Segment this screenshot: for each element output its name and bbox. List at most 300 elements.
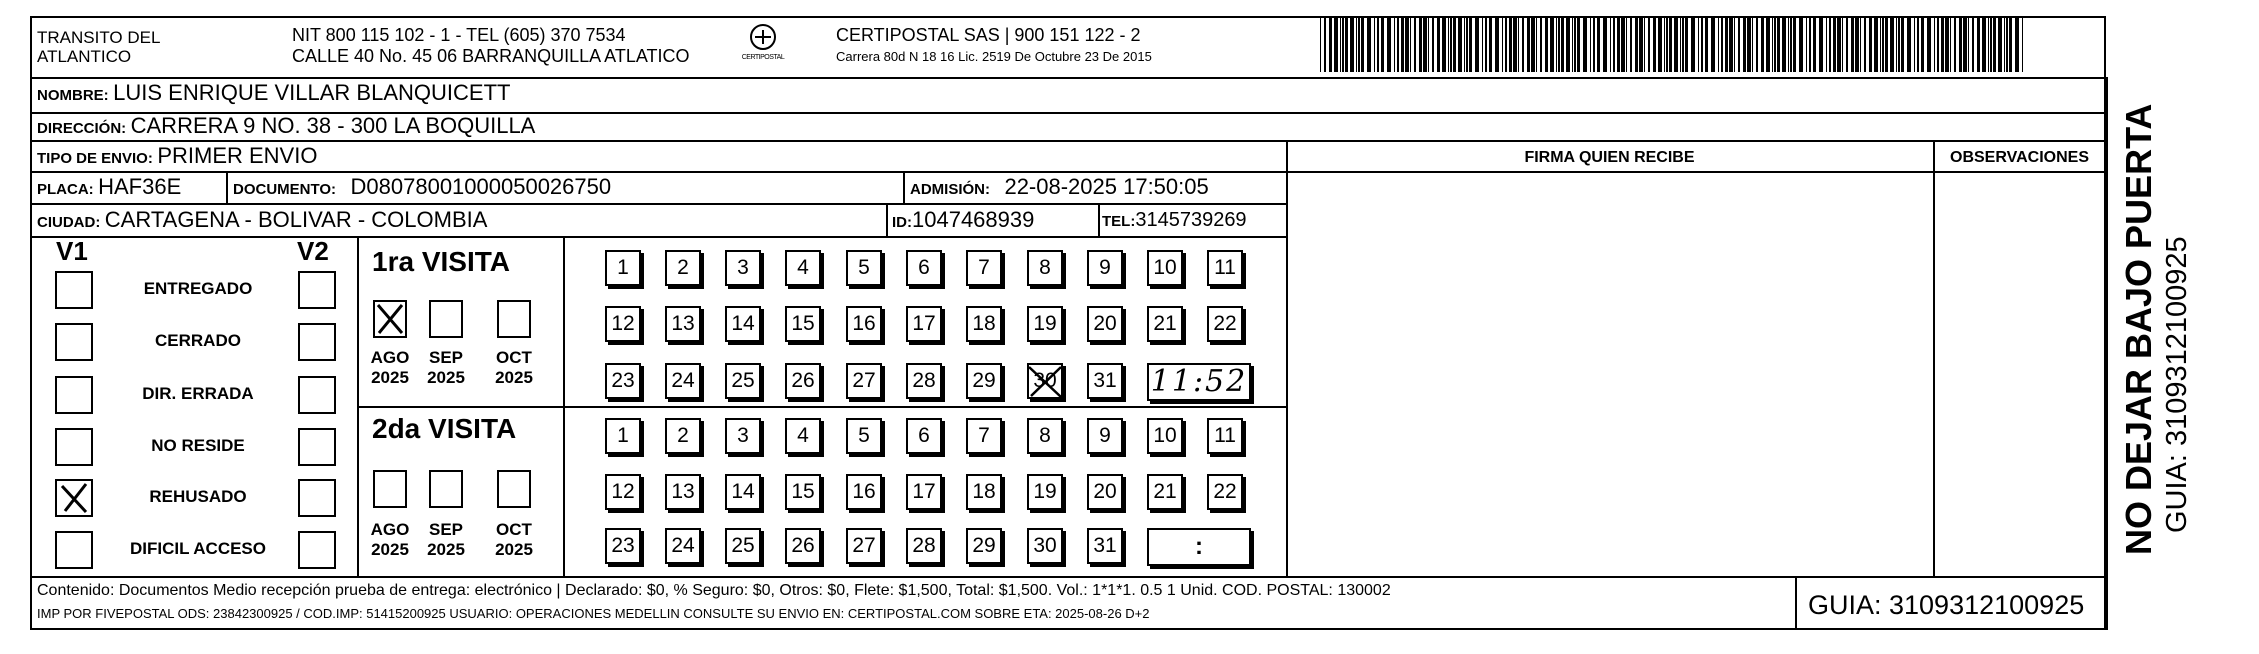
- barcode-bar: [1358, 16, 1360, 72]
- barcode-bar: [1630, 16, 1632, 72]
- barcode-bar: [1617, 16, 1620, 72]
- barcode-bar: [1729, 16, 1733, 72]
- barcode-bar: [1937, 16, 1939, 72]
- month-name: OCT: [496, 348, 532, 367]
- second-visit-day-box[interactable]: 11: [1207, 418, 1243, 454]
- tipo-envio-value: PRIMER ENVIO: [157, 143, 318, 168]
- barcode-bar: [1945, 16, 1949, 72]
- barcode-bar: [1691, 16, 1695, 72]
- first-visit-day-box[interactable]: 14: [725, 306, 761, 342]
- first-visit-day-box[interactable]: 5: [846, 250, 882, 286]
- barcode-bar: [1442, 16, 1446, 72]
- second-visit-day-box[interactable]: 7: [966, 418, 1002, 454]
- status-v2-checkbox[interactable]: [298, 323, 336, 361]
- first-visit-day-box[interactable]: 2: [665, 250, 701, 286]
- second-visit-day-box[interactable]: 29: [966, 528, 1002, 564]
- month-name: AGO: [370, 520, 410, 539]
- status-label: DIR. ERRADA: [142, 384, 254, 403]
- direccion-value: CARRERA 9 NO. 38 - 300 LA BOQUILLA: [130, 113, 536, 138]
- first-visit-month-label: [486, 348, 542, 388]
- barcode-bar: [1874, 16, 1878, 72]
- barcode-bar: [1437, 16, 1440, 72]
- month-year: 2025: [495, 540, 533, 559]
- barcode-bar: [1934, 16, 1935, 72]
- barcode-bar: [1648, 16, 1650, 72]
- first-visit-day-box[interactable]: 28: [906, 363, 942, 399]
- second-visit-day-box[interactable]: 3: [725, 418, 761, 454]
- tel-label: TEL:: [1102, 213, 1136, 230]
- first-visit-day-box[interactable]: 12: [605, 306, 641, 342]
- barcode-bar: [1782, 16, 1786, 72]
- barcode-bar: [1860, 16, 1861, 72]
- second-visit-day-box[interactable]: 16: [846, 474, 882, 510]
- first-visit-day-box[interactable]: 21: [1147, 306, 1183, 342]
- first-visit-time: 11:52: [1150, 364, 1248, 399]
- barcode-bar: [1869, 16, 1872, 72]
- first-visit-day-box[interactable]: 25: [725, 363, 761, 399]
- first-visit-day-box[interactable]: 1: [605, 250, 641, 286]
- status-v1-checkbox[interactable]: [55, 271, 93, 309]
- first-visit-day-box[interactable]: 3: [725, 250, 761, 286]
- barcode-bar: [1959, 16, 1962, 72]
- barcode-bar: [1603, 16, 1607, 72]
- barcode-bar: [1432, 16, 1434, 72]
- month-year: 2025: [371, 368, 409, 387]
- barcode-bar: [1761, 16, 1764, 72]
- id-field: [892, 207, 1034, 233]
- firma-area[interactable]: [1290, 174, 1930, 574]
- second-visit-day-box[interactable]: 4: [785, 418, 821, 454]
- second-visit-day-box[interactable]: 13: [665, 474, 701, 510]
- first-visit-day-box[interactable]: 20: [1087, 306, 1123, 342]
- firma-header: FIRMA QUIEN RECIBE: [1524, 149, 1695, 166]
- first-visit-day-box[interactable]: 22: [1207, 306, 1243, 342]
- barcode-bar: [1561, 16, 1564, 72]
- status-v1-checkbox[interactable]: [55, 323, 93, 361]
- barcode-bar: [1566, 16, 1570, 72]
- second-visit-month-checkbox[interactable]: [429, 470, 463, 508]
- month-name: OCT: [496, 520, 532, 539]
- barcode-bar: [1626, 16, 1627, 72]
- barcode-bar: [2004, 16, 2005, 72]
- status-label: ENTREGADO: [143, 279, 253, 298]
- barcode-bar: [1577, 16, 1580, 72]
- barcode-bar: [1880, 16, 1881, 72]
- second-visit-day-box[interactable]: 17: [906, 474, 942, 510]
- barcode-bar: [1756, 16, 1758, 72]
- footer-print-info: IMP POR FIVEPOSTAL ODS: 23842300925 / COD.IMP: 51415200925 USUARIO: OPERACIONES MEDELLIN CONSULTE SU ENVIO EN: CERTIPOSTAL.COM SOBRE ETA: 2025-08-26 D+2: [37, 606, 1150, 621]
- barcode-bar: [1513, 16, 1517, 72]
- barcode-bar: [1374, 16, 1375, 72]
- second-visit-day-box[interactable]: 26: [785, 528, 821, 564]
- first-visit-time-box[interactable]: [1147, 363, 1251, 401]
- barcode-bar: [1448, 16, 1449, 72]
- barcode-bar: [1527, 16, 1530, 72]
- barcode-bar: [1793, 16, 1796, 72]
- barcode-bar: [1993, 16, 1996, 72]
- barcode-bar: [1826, 16, 1827, 72]
- barcode-bar: [1790, 16, 1792, 72]
- first-visit-day-box[interactable]: 29: [966, 363, 1002, 399]
- barcode-bar: [1738, 16, 1740, 72]
- second-visit-day-box[interactable]: 21: [1147, 474, 1183, 510]
- second-visit-month-label: [362, 520, 418, 560]
- tel-value: 3145739269: [1135, 209, 1247, 231]
- status-v1-checkbox[interactable]: [55, 376, 93, 414]
- barcode-bar: [1829, 16, 1831, 72]
- second-visit-day-box[interactable]: 1: [605, 418, 641, 454]
- barcode-bar: [1669, 16, 1672, 72]
- company-nit: NIT 800 115 102 - 1 - TEL (605) 370 7534: [292, 25, 626, 45]
- barcode-bar: [1998, 16, 2002, 72]
- first-visit-day-box[interactable]: 15: [785, 306, 821, 342]
- barcode-bar: [1610, 16, 1611, 72]
- first-visit-day-box[interactable]: 11: [1207, 250, 1243, 286]
- nombre-field: [37, 80, 510, 106]
- first-visit-month-label: [362, 348, 418, 388]
- barcode-bar: [1972, 16, 1974, 72]
- observaciones-area[interactable]: [1937, 174, 2103, 574]
- barcode-bar: [1988, 16, 1989, 72]
- second-visit-month-checkbox[interactable]: [373, 470, 407, 508]
- barcode-bar: [1954, 16, 1956, 72]
- status-v2-checkbox[interactable]: [298, 376, 336, 414]
- placa-label: PLACA:: [37, 181, 94, 198]
- barcode-bar: [1531, 16, 1535, 72]
- second-visit-day-box[interactable]: 12: [605, 474, 641, 510]
- barcode-bar: [1718, 16, 1719, 72]
- barcode-bar: [1682, 16, 1684, 72]
- second-visit-day-box[interactable]: 15: [785, 474, 821, 510]
- second-visit-title: 2da VISITA: [372, 413, 517, 444]
- status-v1-checkbox[interactable]: [55, 428, 93, 466]
- barcode-bar: [1320, 16, 1321, 72]
- status-label: CERRADO: [155, 331, 241, 350]
- first-visit-day-box[interactable]: 16: [846, 306, 882, 342]
- barcode-bar: [1721, 16, 1723, 72]
- admision-label: ADMISIÓN:: [910, 181, 990, 198]
- barcode-bar: [1345, 16, 1348, 72]
- status-v2-checkbox[interactable]: [298, 428, 336, 466]
- barcode-bar: [1774, 16, 1776, 72]
- company-name-line1: TRANSITO DEL: [37, 28, 161, 47]
- barcode-bar: [1410, 16, 1411, 72]
- barcode-bar: [1799, 16, 1803, 72]
- second-visit-day-box[interactable]: 30: [1027, 528, 1063, 564]
- barcode-bar: [1658, 16, 1662, 72]
- first-visit-month-checkbox[interactable]: [497, 300, 531, 338]
- barcode-bar: [1522, 16, 1524, 72]
- placa-field: [37, 174, 181, 200]
- status-label: DIFICIL ACCESO: [129, 539, 266, 558]
- barcode-bar: [1896, 16, 1897, 72]
- barcode-bar: [1777, 16, 1780, 72]
- check-mark-icon: [57, 481, 91, 515]
- barcode-bar: [1450, 16, 1452, 72]
- barcode-bar: [1747, 16, 1751, 72]
- barcode-bar: [1950, 16, 1951, 72]
- first-visit-day-box[interactable]: 13: [665, 306, 701, 342]
- first-visit-day-box[interactable]: 9: [1087, 250, 1123, 286]
- barcode-bar: [2006, 16, 2008, 72]
- barcode-bar: [1621, 16, 1625, 72]
- barcode-bar: [1367, 16, 1371, 72]
- first-visit-day-box[interactable]: 4: [785, 250, 821, 286]
- barcode-bar: [1583, 16, 1587, 72]
- barcode-bar: [1968, 16, 1969, 72]
- second-visit-day-box[interactable]: 25: [725, 528, 761, 564]
- barcode-bar: [1518, 16, 1519, 72]
- barcode-bar: [1482, 16, 1483, 72]
- first-visit-day-box[interactable]: 18: [966, 306, 1002, 342]
- documento-field: [233, 174, 611, 200]
- barcode-bar: [1495, 16, 1499, 72]
- status-v2-checkbox[interactable]: [298, 271, 336, 309]
- barcode-bar: [1890, 16, 1894, 72]
- second-visit-day-box[interactable]: 9: [1087, 418, 1123, 454]
- barcode-bar: [1453, 16, 1456, 72]
- barcode-bar: [1898, 16, 1900, 72]
- barcode-bar: [1635, 16, 1638, 72]
- barcode-bar: [1381, 16, 1384, 72]
- admision-value: 22-08-2025 17:50:05: [1004, 174, 1209, 199]
- footer-guia: GUIA: 3109312100925: [1808, 590, 2085, 620]
- first-visit-day-box[interactable]: 17: [906, 306, 942, 342]
- barcode-bar: [1502, 16, 1503, 72]
- barcode-bar: [1466, 16, 1468, 72]
- barcode-bar: [2015, 16, 2019, 72]
- barcode-bar: [1705, 16, 1708, 72]
- second-visit-day-box[interactable]: 24: [665, 528, 701, 564]
- status-label: REHUSADO: [149, 487, 247, 506]
- first-visit-day-box[interactable]: 6: [906, 250, 942, 286]
- second-visit-day-box[interactable]: 23: [605, 528, 641, 564]
- certipostal-logo-icon: [738, 22, 788, 68]
- no-dejar-notice: NO DEJAR BAJO PUERTA: [2118, 103, 2159, 555]
- first-visit-day-box[interactable]: 10: [1147, 250, 1183, 286]
- barcode-bar: [1644, 16, 1645, 72]
- barcode-bar: [1505, 16, 1507, 72]
- first-visit-day-box[interactable]: 31: [1087, 363, 1123, 399]
- nombre-value: LUIS ENRIQUE VILLAR BLANQUICETT: [113, 80, 511, 105]
- barcode-bar: [1685, 16, 1688, 72]
- nombre-label: NOMBRE:: [37, 87, 109, 104]
- barcode-bar: [1917, 16, 1919, 72]
- barcode-bar: [1464, 16, 1465, 72]
- barcode-bar: [1813, 16, 1816, 72]
- second-visit-day-box[interactable]: 19: [1027, 474, 1063, 510]
- barcode-bar: [1572, 16, 1573, 72]
- month-name: SEP: [428, 520, 464, 539]
- ciudad-field: [37, 207, 487, 233]
- status-v2-checkbox[interactable]: [298, 531, 336, 569]
- id-label: ID:: [892, 214, 912, 231]
- ciudad-label: CIUDAD:: [37, 214, 101, 231]
- barcode-bar: [2022, 16, 2023, 72]
- side-text: [2118, 35, 2218, 555]
- second-visit-month-label: [418, 520, 474, 560]
- barcode-bar: [1701, 16, 1703, 72]
- month-year: 2025: [427, 540, 465, 559]
- status-v1-checkbox[interactable]: [55, 531, 93, 569]
- barcode-bar: [1419, 16, 1422, 72]
- second-visit-day-box[interactable]: 22: [1207, 474, 1243, 510]
- second-visit-day-box[interactable]: 18: [966, 474, 1002, 510]
- direccion-label: DIRECCIÓN:: [37, 120, 127, 137]
- barcode-bar: [1356, 16, 1357, 72]
- barcode-bar: [1485, 16, 1487, 72]
- first-visit-day-box[interactable]: 7: [966, 250, 1002, 286]
- barcode-bar: [1394, 16, 1395, 72]
- barcode-bar: [1324, 16, 1326, 72]
- barcode-bar: [1842, 16, 1843, 72]
- first-visit-month-checkbox[interactable]: [373, 300, 407, 338]
- status-v2-checkbox[interactable]: [298, 479, 336, 517]
- first-visit-day-box[interactable]: 27: [846, 363, 882, 399]
- barcode-bar: [1590, 16, 1591, 72]
- first-visit-day-box[interactable]: 30: [1027, 363, 1063, 399]
- second-visit-month-checkbox[interactable]: [497, 470, 531, 508]
- barcode-bar: [1593, 16, 1595, 72]
- status-label: NO RESIDE: [151, 436, 245, 455]
- barcode-bar: [1725, 16, 1728, 72]
- company-address: CALLE 40 No. 45 06 BARRANQUILLA ATLATICO: [292, 46, 690, 66]
- barcode-bar: [1851, 16, 1854, 72]
- barcode-bar: [1509, 16, 1512, 72]
- first-visit-month-checkbox[interactable]: [429, 300, 463, 338]
- status-v1-checkbox[interactable]: [55, 479, 93, 517]
- barcode-bar: [1711, 16, 1715, 72]
- barcode-bar: [1458, 16, 1462, 72]
- barcode-bar: [1401, 16, 1404, 72]
- barcode-bar: [1766, 16, 1770, 72]
- second-visit-day-box[interactable]: 8: [1027, 418, 1063, 454]
- second-visit-day-box[interactable]: 27: [846, 528, 882, 564]
- company-name-line2: ATLANTICO: [37, 47, 132, 66]
- barcode-bar: [1921, 16, 1924, 72]
- barcode-bar: [1428, 16, 1429, 72]
- barcode-bar: [1350, 16, 1354, 72]
- direccion-field: [37, 113, 535, 139]
- first-visit-month-label: [418, 348, 474, 388]
- second-visit-time: :: [1195, 533, 1203, 560]
- barcode: [1318, 16, 2028, 72]
- check-mark-icon: [375, 302, 405, 336]
- barcode-bar: [1914, 16, 1915, 72]
- barcode-bar: [1885, 16, 1888, 72]
- barcode-bar: [1963, 16, 1967, 72]
- barcode-bar: [1469, 16, 1472, 72]
- barcode-bar: [1377, 16, 1379, 72]
- barcode-bar: [1674, 16, 1678, 72]
- documento-value: D08078001000050026750: [350, 174, 612, 199]
- barcode-bar: [1977, 16, 1980, 72]
- first-visit-day-box[interactable]: 8: [1027, 250, 1063, 286]
- tel-field: [1102, 209, 1247, 232]
- barcode-bar: [1475, 16, 1479, 72]
- barcode-bar: [1819, 16, 1823, 72]
- barcode-bar: [1666, 16, 1668, 72]
- barcode-bar: [1864, 16, 1866, 72]
- placa-value: HAF36E: [98, 174, 182, 199]
- barcode-bar: [1423, 16, 1427, 72]
- month-year: 2025: [427, 368, 465, 387]
- second-visit-day-box[interactable]: 10: [1147, 418, 1183, 454]
- barcode-bar: [1556, 16, 1557, 72]
- first-visit-day-box[interactable]: 19: [1027, 306, 1063, 342]
- second-visit-day-box[interactable]: 14: [725, 474, 761, 510]
- barcode-bar: [1806, 16, 1807, 72]
- barcode-bar: [1574, 16, 1576, 72]
- barcode-bar: [1405, 16, 1409, 72]
- v1-header: V1: [56, 236, 88, 266]
- barcode-bar: [1653, 16, 1656, 72]
- v2-header: V2: [297, 236, 329, 266]
- barcode-bar: [1664, 16, 1665, 72]
- second-visit-month-label: [486, 520, 542, 560]
- barcode-bar: [1540, 16, 1542, 72]
- barcode-bar: [1361, 16, 1364, 72]
- id-value: 1047468939: [912, 207, 1035, 232]
- barcode-bar: [1597, 16, 1600, 72]
- first-visit-day-box[interactable]: 23: [605, 363, 641, 399]
- month-name: SEP: [428, 348, 464, 367]
- second-visit-day-box[interactable]: 6: [906, 418, 942, 454]
- day-mark-icon: [1027, 363, 1063, 404]
- second-visit-day-box[interactable]: 20: [1087, 474, 1123, 510]
- barcode-bar: [1340, 16, 1341, 72]
- barcode-bar: [1536, 16, 1537, 72]
- barcode-bar: [1387, 16, 1391, 72]
- barcode-bar: [1698, 16, 1699, 72]
- first-visit-day-box[interactable]: 26: [785, 363, 821, 399]
- side-guia: GUIA: 3109312100925: [2161, 236, 2193, 533]
- footer-contents: Contenido: Documentos Medio recepción prueba de entrega: electrónico | Declarado: $0, % Seguro: $0, Otros: $0, Flete: $1,500, Total: $1,500. Vol.: 1*1*1. 0.5 1 Unid. COD. POSTAL: 130002: [37, 582, 1391, 599]
- barcode-bar: [1990, 16, 1992, 72]
- barcode-bar: [1342, 16, 1344, 72]
- barcode-bar: [1752, 16, 1753, 72]
- tipo-envio-field: [37, 143, 317, 169]
- documento-label: DOCUMENTO:: [233, 181, 337, 198]
- second-visit-day-box[interactable]: 28: [906, 528, 942, 564]
- barcode-bar: [1901, 16, 1904, 72]
- barcode-bar: [1837, 16, 1841, 72]
- barcode-bar: [1788, 16, 1789, 72]
- barcode-bar: [1545, 16, 1548, 72]
- second-visit-time-box[interactable]: [1147, 528, 1251, 566]
- barcode-bar: [1846, 16, 1848, 72]
- first-visit-title: 1ra VISITA: [372, 246, 510, 277]
- second-visit-day-box[interactable]: 5: [846, 418, 882, 454]
- second-visit-day-box[interactable]: 31: [1087, 528, 1123, 564]
- first-visit-day-box[interactable]: 24: [665, 363, 701, 399]
- second-visit-day-box[interactable]: 2: [665, 418, 701, 454]
- month-year: 2025: [495, 368, 533, 387]
- barcode-bar: [1680, 16, 1681, 72]
- barcode-bar: [1613, 16, 1615, 72]
- tipo-envio-label: TIPO DE ENVIO:: [37, 150, 153, 167]
- barcode-bar: [1414, 16, 1416, 72]
- barcode-bar: [1558, 16, 1560, 72]
- barcode-bar: [1927, 16, 1931, 72]
- admision-field: [910, 174, 1209, 200]
- barcode-bar: [1772, 16, 1773, 72]
- barcode-bar: [2009, 16, 2012, 72]
- month-year: 2025: [371, 540, 409, 559]
- barcode-bar: [1809, 16, 1811, 72]
- barcode-bar: [1489, 16, 1492, 72]
- barcode-bar: [1329, 16, 1332, 72]
